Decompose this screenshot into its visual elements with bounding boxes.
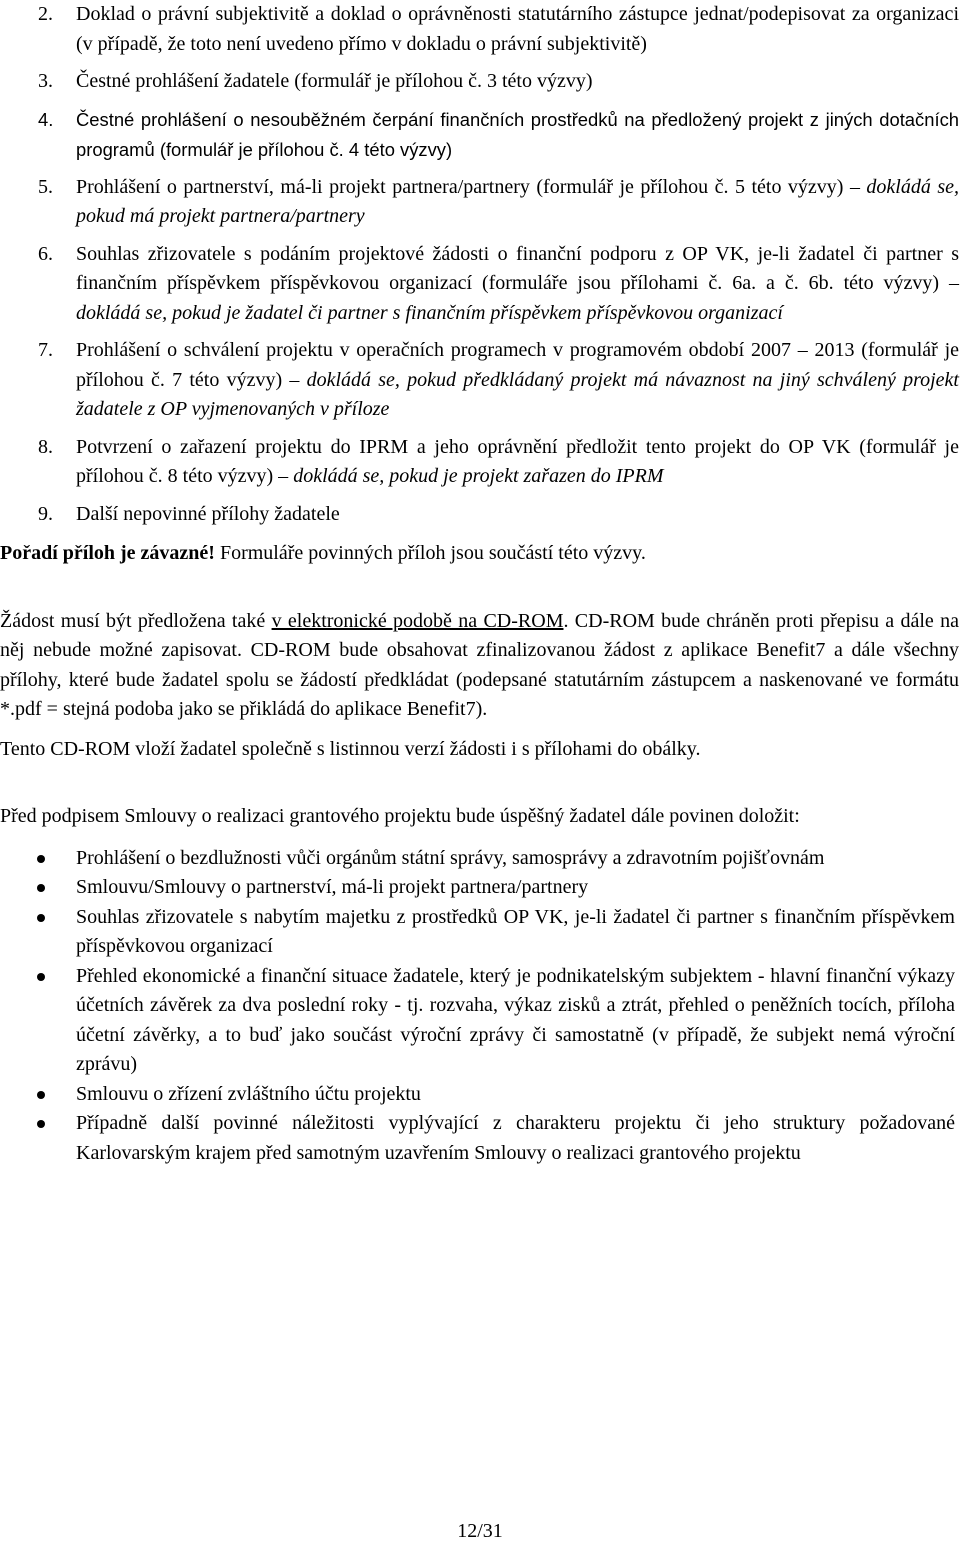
list-item (0, 903, 959, 962)
list-item-number: 7. (38, 339, 53, 361)
list-item-text: Prohlášení o bezdlužnosti vůči orgánům státní správy, samosprávy a zdravotním pojišťovnám (76, 846, 825, 869)
list-item-text: Doklad o právní subjektivitě a doklad o oprávněnosti statutárního zástupce jednat/podepisovat za organizaci (v případě, že toto není uvedeno přímo v dokladu o právní subjektivitě) (76, 3, 959, 55)
order-notice (0, 539, 959, 569)
list-item-number: 9. (38, 502, 53, 525)
list-item (0, 0, 959, 59)
list-item-number: 4. (38, 108, 54, 130)
list-item (0, 962, 959, 1080)
list-item-text: Smlouvu o zřízení zvláštního účtu projektu (76, 1082, 421, 1105)
bullet-icon (37, 1120, 45, 1128)
cd-rom-envelope-note: Tento CD-ROM vloží žadatel společně s listinnou verzí žádosti i s přílohami do obálky. (0, 737, 701, 760)
list-item (0, 1080, 959, 1110)
contract-requirements-list (0, 844, 959, 1169)
list-item-text: Čestné prohlášení o nesouběžném čerpání finančních prostředků na předložený projekt z jiných dotačních programů (formulář je přílohou č. 4 této výzvy) (76, 108, 959, 160)
list-item-note: dokládá se, pokud předkládaný projekt má návaznost na jiný schválený projekt žadatele z OP vyjmenovaných v příloze (76, 368, 959, 420)
list-item-note: dokládá se, pokud má projekt partnera/partnery (76, 175, 959, 227)
list-item (0, 1109, 959, 1168)
list-item (0, 500, 959, 530)
list-item-text: Smlouvu/Smlouvy o partnerství, má-li projekt partnera/partnery (76, 876, 589, 898)
list-item (0, 873, 959, 903)
list-item (0, 173, 959, 232)
list-item-number: 3. (38, 70, 53, 92)
list-item (0, 336, 959, 425)
bullet-icon (37, 914, 45, 922)
list-item-text: Další nepovinné přílohy žadatele (76, 502, 340, 525)
contract-intro: Před podpisem Smlouvy o realizaci grantového projektu bude úspěšný žadatel dále povinen doložit: (0, 805, 800, 827)
list-item (0, 105, 959, 165)
list-item-text: Přehled ekonomické a finanční situace žadatele, který je podnikatelským subjektem - hlavní finanční výkazy účetních závěrek za dva poslední roky - tj. rozvaha, výkaz zisků a ztrát, přehled o peněžních tocích, příloha účetní závěrky, a to buď jako součást výroční zprávy či samostatně (v případě, že subjekt nemá výroční zprávu) (76, 964, 955, 1075)
cd-rom-text-end: . CD-ROM bude chráněn proti přepisu a dále na něj nebude možné zapisovat. CD-ROM bude obsahovat zfinalizovanou žádost z aplikace Benefit7 a dále všechny přílohy, které bude žadatel spolu se žádostí předkládat (podepsané statutárním zástupcem a naskenované ve formátu *.pdf = stejná podoba jako se přikládá do aplikace Benefit7). (0, 609, 959, 720)
list-item-number: 5. (38, 175, 53, 198)
bullet-icon (37, 884, 45, 892)
list-item-note: dokládá se, pokud je žadatel či partner s finančním příspěvkem příspěvkovou organizací (76, 301, 783, 324)
list-item-text: Čestné prohlášení žadatele (formulář je přílohou č. 3 této výzvy) (76, 70, 593, 92)
list-item-text: Prohlášení o partnerství, má-li projekt partnera/partnery (formulář je přílohou č. 5 této výzvy) – (76, 175, 867, 198)
list-item (0, 433, 959, 492)
list-item-text: Souhlas zřizovatele s nabytím majetku z prostředků OP VK, je-li žadatel či partner s finančním příspěvkem příspěvkovou organizací (76, 905, 955, 957)
cd-rom-text-start: Žádost musí být předložena také (0, 609, 272, 632)
list-item-text: Prohlášení o schválení projektu v operačních programech v programovém období 2007 – 2013 (formulář je přílohou č. 7 této výzvy) – (76, 339, 959, 391)
list-item (0, 240, 959, 329)
bullet-icon (37, 973, 45, 981)
cd-rom-paragraph (0, 607, 959, 725)
page-number: 12/31 (457, 1520, 503, 1542)
order-notice-text: Formuláře povinných příloh jsou součástí této výzvy. (214, 542, 646, 564)
list-item (0, 844, 959, 874)
list-item-number: 6. (38, 242, 53, 265)
list-item-note: dokládá se, pokud je projekt zařazen do IPRM (293, 465, 664, 487)
attachments-list (0, 0, 959, 529)
cd-rom-underlined: v elektronické podobě na CD-ROM (271, 609, 564, 632)
bullet-icon (37, 855, 45, 863)
list-item-text: Případně další povinné náležitosti vyplývající z charakteru projektu či jeho struktury požadované Karlovarským krajem před samotným uzavřením Smlouvy o realizaci grantového projektu (76, 1112, 955, 1164)
bullet-icon (37, 1091, 45, 1099)
list-item-text: Potvrzení o zařazení projektu do IPRM a jeho oprávnění předložit tento projekt do OP VK (formulář je přílohou č. 8 této výzvy) – (76, 435, 959, 487)
order-notice-bold: Pořadí příloh je závazné! (0, 542, 215, 564)
list-item-number: 2. (38, 3, 53, 25)
list-item (0, 67, 959, 97)
list-item-text: Souhlas zřizovatele s podáním projektové žádosti o finanční podporu z OP VK, je-li žadatel či partner s finančním příspěvkem příspěvkovou organizací (formuláře jsou přílohami č. 6a. a č. 6b. této výzvy) – (76, 242, 959, 294)
list-item-number: 8. (38, 435, 53, 458)
